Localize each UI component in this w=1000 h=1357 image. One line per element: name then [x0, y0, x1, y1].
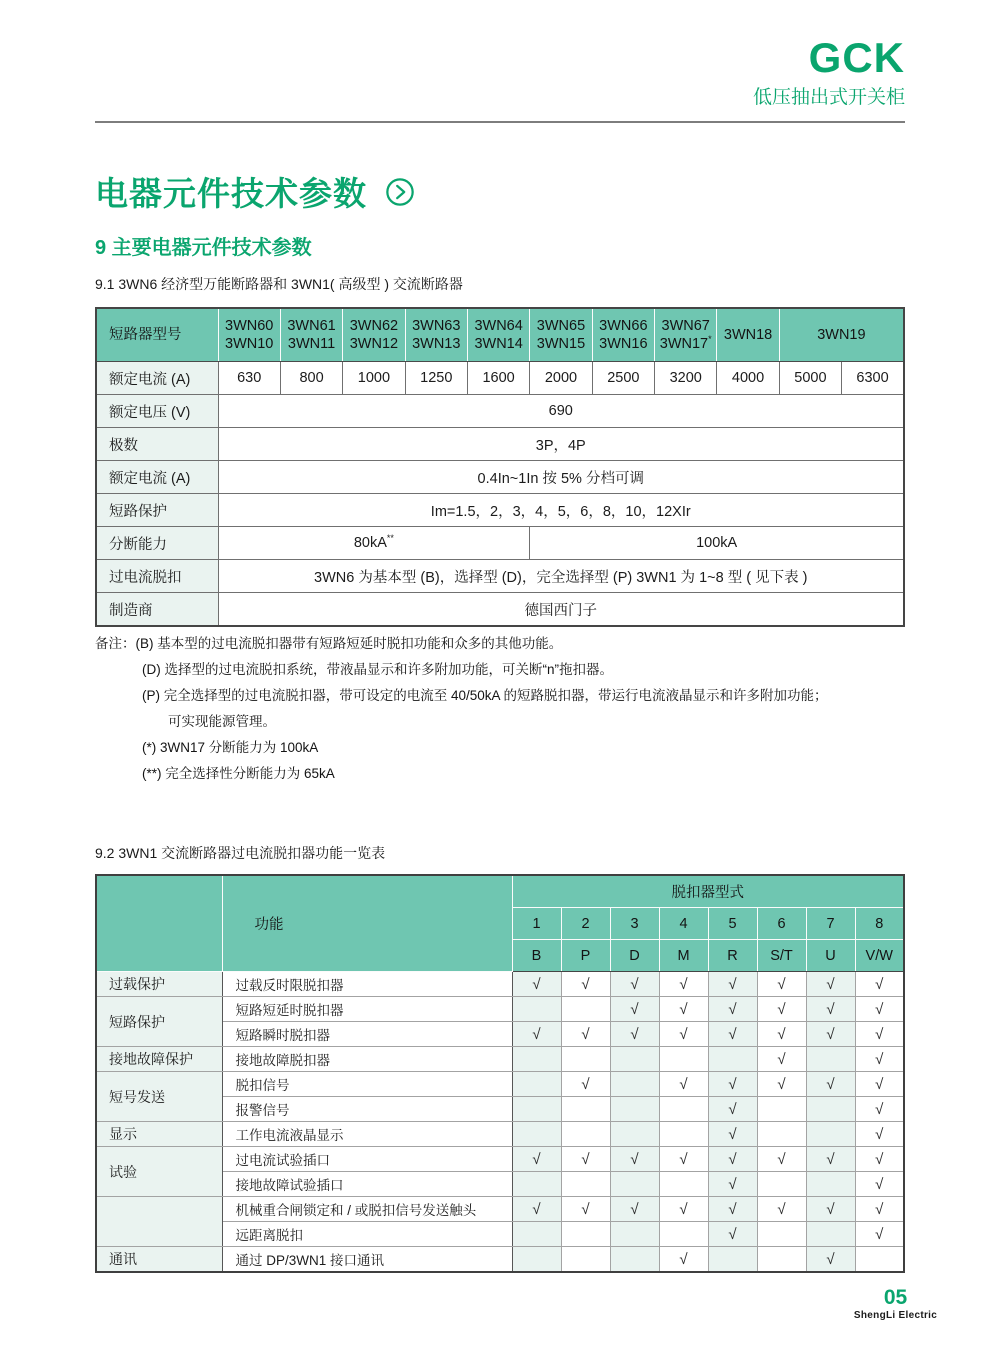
check-cell	[708, 1147, 757, 1172]
row-label: 短路保护	[96, 494, 218, 527]
column-header-number: 8	[855, 908, 904, 940]
row-label: 极数	[96, 428, 218, 461]
check-cell	[610, 997, 659, 1022]
breaker-parameters-table	[95, 307, 905, 627]
empty-cell	[512, 1122, 561, 1147]
check-cell	[806, 972, 855, 997]
model-line1: 3WN67	[661, 317, 710, 334]
check-icon: √	[679, 1075, 688, 1093]
table2-corner-cell	[96, 875, 222, 972]
row-function: 短路瞬时脱扣器	[222, 1022, 512, 1047]
check-icon: √	[679, 1200, 688, 1218]
row-function: 远距离脱扣	[222, 1222, 512, 1247]
check-icon: √	[728, 1175, 737, 1193]
empty-cell	[512, 1047, 561, 1072]
row-label: 制造商	[96, 593, 218, 627]
model-line1: 3WN19	[817, 326, 866, 343]
table-cell: 3200	[655, 362, 717, 395]
check-icon: √	[728, 1025, 737, 1043]
table-row	[96, 593, 904, 627]
brand-subtitle: 低压抽出式开关柜	[752, 87, 905, 109]
table-cell: 1600	[467, 362, 529, 395]
check-cell	[855, 1097, 904, 1122]
check-cell	[806, 1022, 855, 1047]
table-cell-merged: Im=1.5，2，3，4，5，6，8，10，12XIr	[218, 494, 904, 527]
note-line	[95, 657, 907, 683]
column-header-model-label: 短路器型号	[96, 308, 218, 362]
row-category: 通讯	[96, 1247, 222, 1273]
empty-cell	[806, 1172, 855, 1197]
table-cell: 5000	[779, 362, 841, 395]
table-row	[96, 560, 904, 593]
table-row	[96, 527, 904, 560]
column-header-number: 4	[659, 908, 708, 940]
table-cell: 800	[280, 362, 342, 395]
empty-cell	[806, 1222, 855, 1247]
check-icon: √	[777, 1050, 786, 1068]
check-cell	[659, 1197, 708, 1222]
note-text: (B) 基本型的过电流脱扣器带有短路短延时脱扣功能和众多的其他功能。	[135, 636, 563, 651]
empty-cell	[512, 1097, 561, 1122]
check-icon: √	[875, 1100, 884, 1118]
check-icon: √	[532, 1150, 541, 1168]
empty-cell	[512, 1172, 561, 1197]
check-icon: √	[630, 1200, 639, 1218]
table-cell: 4000	[717, 362, 779, 395]
check-cell	[757, 972, 806, 997]
check-icon: √	[532, 975, 541, 993]
column-header-number: 3	[610, 908, 659, 940]
check-icon: √	[630, 1150, 639, 1168]
check-cell	[757, 997, 806, 1022]
empty-cell	[610, 1222, 659, 1247]
check-icon: √	[875, 1150, 884, 1168]
empty-cell	[806, 1122, 855, 1147]
notes-label: 备注：	[95, 636, 136, 651]
circle-arrow-right-icon	[385, 177, 415, 207]
check-icon: √	[581, 1150, 590, 1168]
row-function: 通过 DP/3WN1 接口通讯	[222, 1247, 512, 1273]
model-line2: 3WN10	[225, 336, 274, 352]
table-cell: 2500	[592, 362, 654, 395]
check-cell	[855, 1222, 904, 1247]
check-cell	[708, 1072, 757, 1097]
check-cell	[757, 1047, 806, 1072]
check-icon: √	[728, 1200, 737, 1218]
check-cell	[708, 1197, 757, 1222]
check-cell	[610, 1147, 659, 1172]
table-row	[96, 362, 904, 395]
check-icon: √	[826, 975, 835, 993]
table-row	[96, 972, 904, 997]
check-cell	[708, 1122, 757, 1147]
empty-cell	[512, 1247, 561, 1273]
empty-cell	[610, 1122, 659, 1147]
column-header-function: 功能	[222, 875, 512, 972]
check-icon: √	[728, 1000, 737, 1018]
trip-unit-function-table	[95, 874, 905, 1273]
table-cell-merged: 0.4In~1In 按 5% 分档可调	[218, 461, 904, 494]
column-header-number: 7	[806, 908, 855, 940]
check-icon: √	[630, 975, 639, 993]
note-line	[95, 631, 907, 657]
row-function: 接地故障试验插口	[222, 1172, 512, 1197]
check-cell	[806, 1247, 855, 1273]
table-row	[96, 428, 904, 461]
check-cell	[708, 1097, 757, 1122]
check-icon: √	[532, 1200, 541, 1218]
model-line2: 3WN15	[536, 336, 586, 352]
check-icon: √	[875, 1075, 884, 1093]
column-header-letter: D	[610, 940, 659, 972]
table-cell: 630	[218, 362, 280, 395]
empty-cell	[561, 1122, 610, 1147]
check-cell	[659, 1247, 708, 1273]
check-icon: √	[826, 1150, 835, 1168]
check-cell	[708, 1022, 757, 1047]
table-cell-merged: 100kA	[530, 527, 904, 560]
table-cell-merged: 德国西门子	[218, 593, 904, 627]
check-icon: √	[826, 1200, 835, 1218]
empty-cell	[610, 1172, 659, 1197]
column-header-model	[280, 308, 342, 362]
table-cell: 2000	[530, 362, 592, 395]
check-cell	[855, 1047, 904, 1072]
check-icon: √	[826, 1025, 835, 1043]
model-line1: 3WN18	[723, 326, 773, 343]
empty-cell	[659, 1122, 708, 1147]
empty-cell	[659, 1222, 708, 1247]
check-icon: √	[826, 1075, 835, 1093]
check-cell	[855, 1122, 904, 1147]
empty-cell	[561, 1222, 610, 1247]
check-icon: √	[875, 1000, 884, 1018]
header	[753, 36, 905, 109]
check-icon: √	[875, 1025, 884, 1043]
check-icon: √	[728, 1125, 737, 1143]
column-header-model	[405, 308, 467, 362]
column-header-model	[655, 308, 717, 362]
check-icon: √	[679, 1025, 688, 1043]
table2-caption: 9.2 3WN1 交流断路器过电流脱扣器功能一览表	[95, 845, 386, 861]
note-text: (**) 完全选择性分断能力为 65kA	[142, 766, 335, 781]
row-label: 额定电压 (V)	[96, 395, 218, 428]
table-row	[96, 1072, 904, 1097]
check-icon: √	[826, 1250, 835, 1268]
empty-cell	[512, 1072, 561, 1097]
check-icon: √	[875, 1050, 884, 1068]
table-row	[96, 1047, 904, 1072]
check-cell	[708, 997, 757, 1022]
check-cell	[708, 1172, 757, 1197]
table-row	[96, 395, 904, 428]
column-header-number: 2	[561, 908, 610, 940]
model-line2: 3WN17*	[659, 334, 712, 352]
check-cell	[659, 1022, 708, 1047]
check-cell	[757, 1022, 806, 1047]
note-line	[95, 683, 907, 709]
empty-cell	[757, 1172, 806, 1197]
model-line1: 3WN65	[536, 317, 586, 334]
check-icon: √	[728, 1150, 737, 1168]
column-header-model	[717, 308, 779, 362]
column-header-trip-type: 脱扣器型式	[512, 875, 904, 908]
check-cell	[855, 997, 904, 1022]
column-header-number: 5	[708, 908, 757, 940]
row-category: 过载保护	[96, 972, 222, 997]
table-row	[96, 997, 904, 1022]
model-line2: 3WN11	[287, 336, 336, 352]
row-category: 短号发送	[96, 1072, 222, 1122]
section-heading: 9 主要电器元件技术参数	[95, 237, 312, 259]
row-function: 脱扣信号	[222, 1072, 512, 1097]
column-header-letter: M	[659, 940, 708, 972]
model-line1: 3WN66	[599, 317, 648, 334]
check-icon: √	[728, 1100, 737, 1118]
check-cell	[610, 1197, 659, 1222]
row-function: 工作电流液晶显示	[222, 1122, 512, 1147]
empty-cell	[561, 1247, 610, 1273]
empty-cell	[757, 1247, 806, 1273]
column-header-model	[343, 308, 405, 362]
check-icon: √	[777, 1075, 786, 1093]
footnote-mark: **	[386, 533, 394, 544]
model-line1: 3WN60	[225, 317, 274, 334]
model-line2: 3WN16	[599, 336, 648, 352]
table-cell: 1000	[343, 362, 405, 395]
column-header-letter: V/W	[855, 940, 904, 972]
check-icon: √	[826, 1000, 835, 1018]
check-cell	[855, 1197, 904, 1222]
check-icon: √	[581, 1075, 590, 1093]
check-cell	[806, 1072, 855, 1097]
empty-cell	[610, 1072, 659, 1097]
check-cell	[757, 1072, 806, 1097]
note-text: (*) 3WN17 分断能力为 100kA	[142, 740, 319, 755]
empty-cell	[806, 1097, 855, 1122]
check-icon: √	[679, 1000, 688, 1018]
check-cell	[855, 1022, 904, 1047]
check-cell	[708, 1222, 757, 1247]
row-function: 短路短延时脱扣器	[222, 997, 512, 1022]
model-line2: 3WN13	[412, 336, 461, 352]
check-icon: √	[777, 1150, 786, 1168]
check-cell	[512, 1147, 561, 1172]
empty-cell	[561, 1172, 610, 1197]
empty-cell	[561, 1097, 610, 1122]
row-function: 机械重合闸锁定和 / 或脱扣信号发送触头	[222, 1197, 512, 1222]
check-icon: √	[728, 975, 737, 993]
table-cell: 1250	[405, 362, 467, 395]
row-function: 过电流试验插口	[222, 1147, 512, 1172]
check-cell	[708, 972, 757, 997]
table2	[95, 874, 905, 1273]
table-row	[96, 1147, 904, 1172]
model-line1: 3WN63	[412, 317, 461, 334]
check-cell	[659, 997, 708, 1022]
check-icon: √	[679, 975, 688, 993]
row-function: 报警信号	[222, 1097, 512, 1122]
column-header-letter: U	[806, 940, 855, 972]
check-icon: √	[777, 1025, 786, 1043]
check-cell	[561, 972, 610, 997]
empty-cell	[855, 1247, 904, 1273]
table-row	[96, 1197, 904, 1222]
note-text: (D) 选择型的过电流脱扣系统，带液晶显示和许多附加功能，可关断“n”拖扣器。	[142, 662, 613, 677]
table1-caption: 9.1 3WN6 经济型万能断路器和 3WN1( 高级型 ) 交流断路器	[95, 276, 463, 292]
table-row	[96, 494, 904, 527]
note-line	[95, 709, 907, 735]
table-cell-merged: 3WN6 为基本型 (B)，选择型 (D)，完全选择型 (P) 3WN1 为 1~8 型 ( 见下表 )	[218, 560, 904, 593]
note-text: (P) 完全选择型的过电流脱扣器，带可设定的电流至 40/50kA 的短路脱扣器，带运行电流液晶显示和许多附加功能；	[142, 688, 828, 703]
check-cell	[610, 972, 659, 997]
empty-cell	[512, 997, 561, 1022]
check-icon: √	[679, 1150, 688, 1168]
note-line	[95, 761, 907, 787]
check-icon: √	[728, 1075, 737, 1093]
model-line2: 3WN14	[474, 336, 523, 352]
check-cell	[659, 972, 708, 997]
model-line1: 3WN61	[287, 317, 336, 334]
footer	[818, 1286, 973, 1321]
column-header-model	[467, 308, 529, 362]
row-category	[96, 1197, 222, 1247]
row-category: 接地故障保护	[96, 1047, 222, 1072]
row-label: 额定电流 (A)	[96, 362, 218, 395]
check-cell	[855, 1147, 904, 1172]
check-icon: √	[777, 975, 786, 993]
check-icon: √	[875, 1200, 884, 1218]
row-function: 过载反时限脱扣器	[222, 972, 512, 997]
column-header-model	[592, 308, 654, 362]
model-line1: 3WN62	[349, 317, 399, 334]
row-label: 过电流脱扣	[96, 560, 218, 593]
check-cell	[561, 1022, 610, 1047]
check-icon: √	[875, 1125, 884, 1143]
empty-cell	[757, 1222, 806, 1247]
check-icon: √	[777, 1200, 786, 1218]
check-cell	[512, 1197, 561, 1222]
page-number: 05	[883, 1286, 908, 1309]
check-icon: √	[630, 1000, 639, 1018]
empty-cell	[659, 1047, 708, 1072]
empty-cell	[610, 1097, 659, 1122]
check-icon: √	[875, 1175, 884, 1193]
check-icon: √	[630, 1025, 639, 1043]
column-header-model	[530, 308, 592, 362]
check-cell	[659, 1147, 708, 1172]
table-cell-merged: 80kA**	[218, 527, 530, 560]
check-icon: √	[679, 1250, 688, 1268]
note-text: 可实现能源管理。	[168, 714, 276, 729]
check-cell	[561, 1072, 610, 1097]
empty-cell	[561, 1047, 610, 1072]
empty-cell	[708, 1047, 757, 1072]
table-row	[96, 461, 904, 494]
empty-cell	[512, 1222, 561, 1247]
check-icon: √	[777, 1000, 786, 1018]
table-cell: 6300	[842, 362, 904, 395]
model-line1: 3WN64	[474, 317, 523, 334]
empty-cell	[708, 1247, 757, 1273]
model-footnote-mark: *	[708, 334, 712, 345]
empty-cell	[610, 1247, 659, 1273]
column-header-letter: R	[708, 940, 757, 972]
column-header-letter: S/T	[757, 940, 806, 972]
check-cell	[561, 1147, 610, 1172]
table-cell-merged: 3P，4P	[218, 428, 904, 461]
row-category: 试验	[96, 1147, 222, 1197]
table1	[95, 307, 905, 627]
row-function: 接地故障脱扣器	[222, 1047, 512, 1072]
empty-cell	[561, 997, 610, 1022]
check-icon: √	[581, 1025, 590, 1043]
empty-cell	[659, 1172, 708, 1197]
check-cell	[806, 997, 855, 1022]
check-cell	[855, 1072, 904, 1097]
row-label: 分断能力	[96, 527, 218, 560]
check-cell	[512, 1022, 561, 1047]
check-icon: √	[581, 1200, 590, 1218]
table-row	[96, 1247, 904, 1273]
check-cell	[610, 1022, 659, 1047]
row-category: 短路保护	[96, 997, 222, 1047]
check-icon: √	[875, 1225, 884, 1243]
check-cell	[757, 1197, 806, 1222]
title-row	[95, 168, 415, 215]
check-icon: √	[532, 1025, 541, 1043]
header-divider	[95, 121, 905, 123]
brand-logo: GCK	[808, 34, 905, 81]
check-icon: √	[581, 975, 590, 993]
empty-cell	[610, 1047, 659, 1072]
row-category: 显示	[96, 1122, 222, 1147]
empty-cell	[806, 1047, 855, 1072]
model-line2: 3WN12	[349, 336, 399, 352]
check-cell	[855, 972, 904, 997]
page-title: 电器元件技术参数	[95, 175, 367, 212]
column-header-letter: P	[561, 940, 610, 972]
column-header-letter: B	[512, 940, 561, 972]
check-cell	[806, 1197, 855, 1222]
check-cell	[561, 1197, 610, 1222]
column-header-number: 1	[512, 908, 561, 940]
check-cell	[855, 1172, 904, 1197]
note-line	[95, 735, 907, 761]
empty-cell	[659, 1097, 708, 1122]
row-label: 额定电流 (A)	[96, 461, 218, 494]
check-icon: √	[728, 1225, 737, 1243]
empty-cell	[757, 1122, 806, 1147]
table-row	[96, 1122, 904, 1147]
column-header-model	[779, 308, 904, 362]
check-cell	[659, 1072, 708, 1097]
check-cell	[757, 1147, 806, 1172]
check-cell	[806, 1147, 855, 1172]
check-cell	[512, 972, 561, 997]
footer-logo: ShengLi Electric	[853, 1310, 938, 1322]
notes	[95, 631, 907, 787]
column-header-model	[218, 308, 280, 362]
check-icon: √	[875, 975, 884, 993]
table-cell-merged: 690	[218, 395, 904, 428]
column-header-number: 6	[757, 908, 806, 940]
empty-cell	[757, 1097, 806, 1122]
